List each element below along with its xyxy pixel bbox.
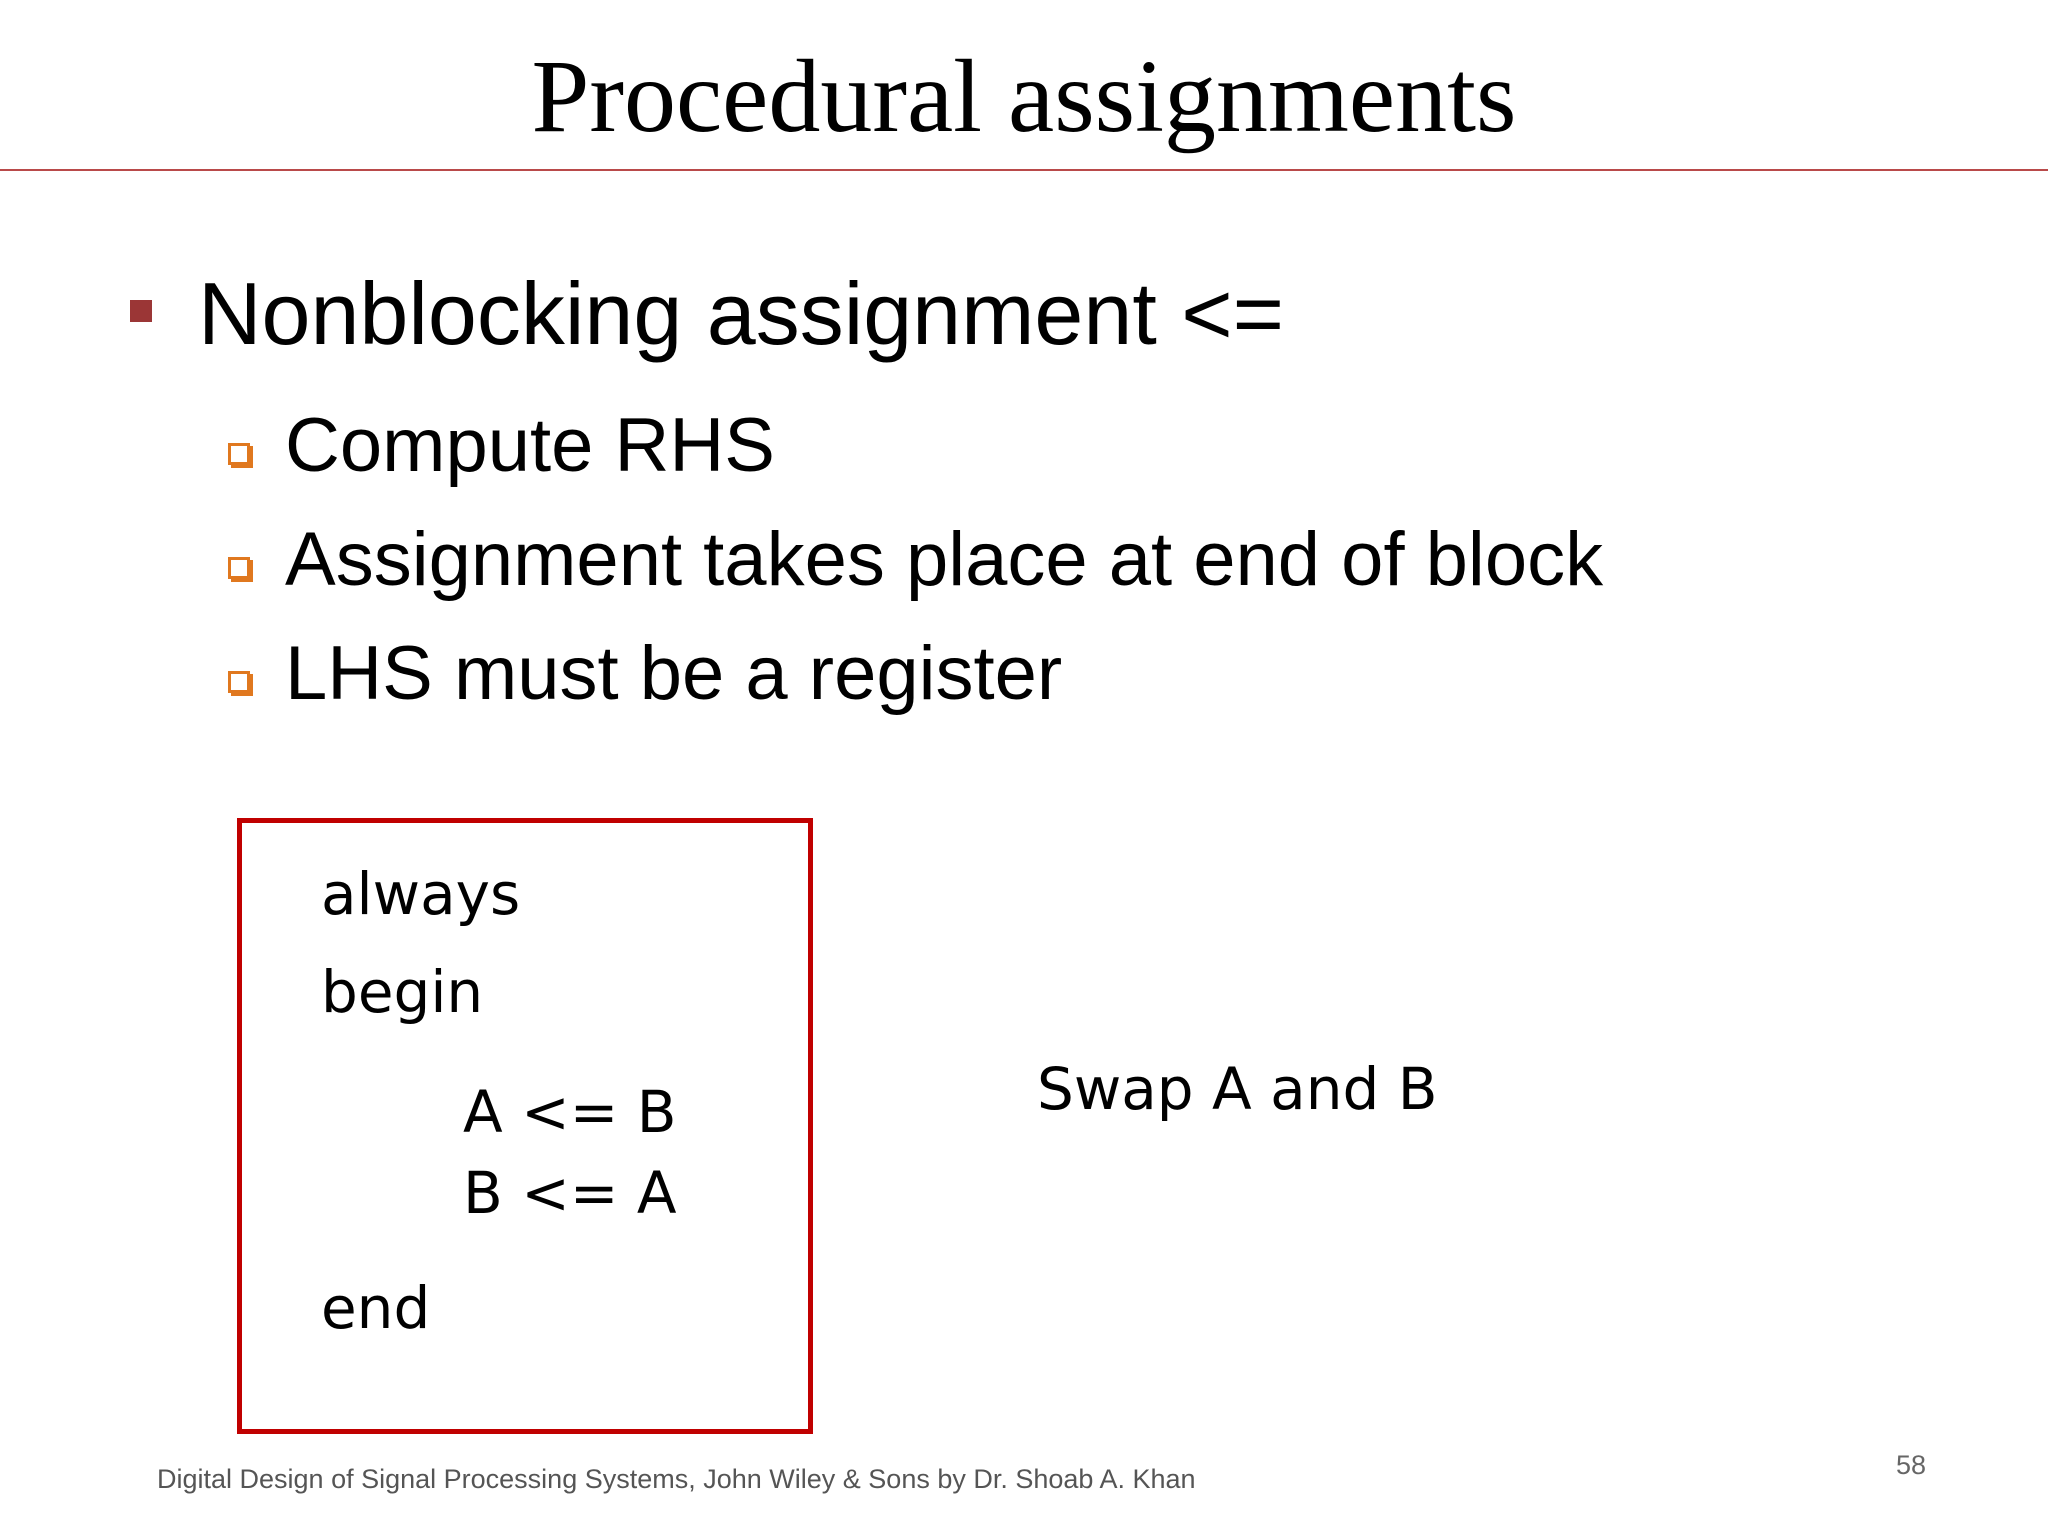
hollow-square-bullet-icon — [228, 671, 250, 693]
sub-bullet — [228, 631, 1063, 716]
code-line-assign-b: B <= A — [463, 1159, 677, 1227]
slide-title: Procedural assignments — [531, 39, 1517, 154]
code-line-begin: begin — [321, 958, 484, 1026]
sub-bullet-text: Assignment takes place at end of block — [285, 517, 1604, 602]
swap-note: Swap A and B — [1037, 1055, 1438, 1123]
sub-bullet-text: LHS must be a register — [285, 631, 1063, 716]
main-bullet — [130, 264, 1284, 363]
title-divider — [0, 169, 2048, 171]
code-line-end: end — [321, 1274, 431, 1342]
sub-bullet — [228, 517, 1604, 602]
sub-bullet — [228, 403, 775, 488]
code-line-always: always — [321, 860, 521, 928]
code-line-assign-a: A <= B — [463, 1078, 677, 1146]
main-bullet-text: Nonblocking assignment <= — [198, 264, 1284, 363]
page-number: 58 — [1896, 1450, 1927, 1480]
hollow-square-bullet-icon — [228, 443, 250, 465]
filled-square-bullet-icon — [130, 300, 152, 322]
hollow-square-bullet-icon — [228, 557, 250, 579]
sub-bullet-text: Compute RHS — [285, 403, 775, 488]
footer-citation: Digital Design of Signal Processing Systems, John Wiley & Sons by Dr. Shoab A. Khan — [157, 1464, 1196, 1494]
